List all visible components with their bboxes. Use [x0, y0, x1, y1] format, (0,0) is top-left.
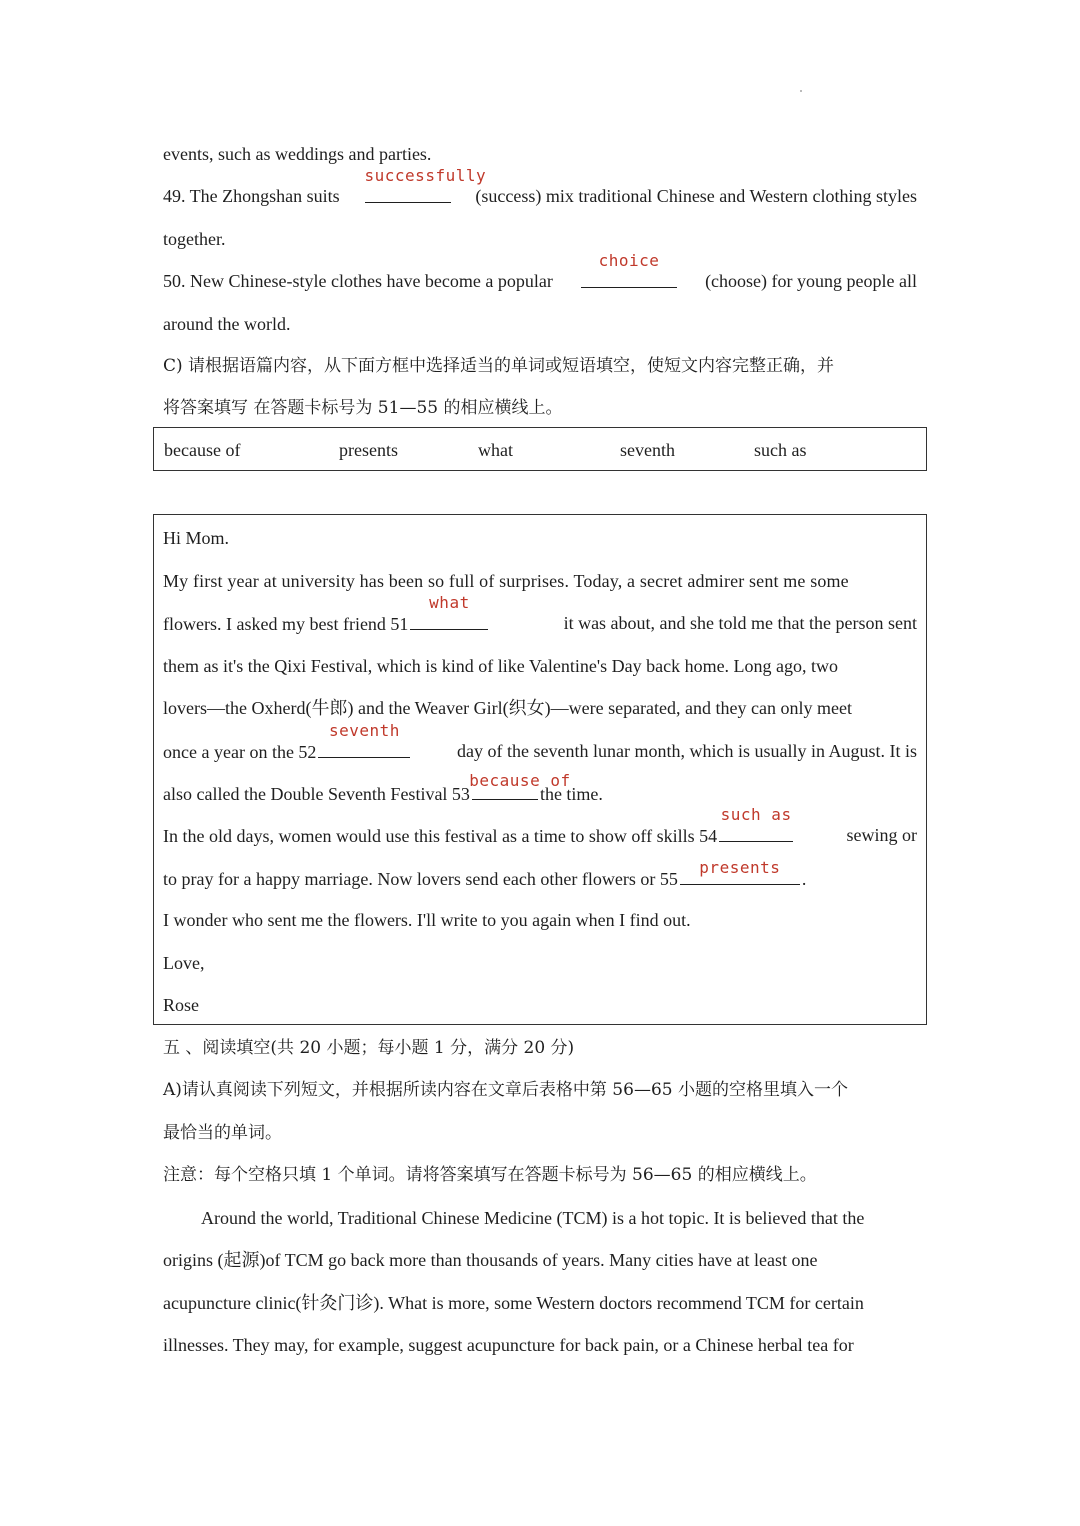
answer-blank-50[interactable] — [581, 251, 677, 288]
question-text: (success) mix traditional Chinese and Western clothing styles — [475, 186, 917, 206]
answer-blank-51[interactable] — [410, 593, 488, 630]
handwritten-answer-50: choice — [598, 251, 660, 270]
question-text: 50. New Chinese-style clothes have become a popular — [163, 271, 553, 291]
passage-text: illnesses. They may, for example, suggest acupuncture for back pain, or a Chinese herbal tea for — [163, 1335, 854, 1355]
section-c-instructions: C) 请根据语篇内容，从下面方框中选择适当的单词或短语填空，使短文内容完整正确，并 — [163, 356, 835, 376]
handwritten-answer-51: what — [429, 593, 470, 612]
answer-blank-52[interactable] — [318, 721, 410, 758]
question-text: 49. The Zhongshan suits — [163, 186, 340, 206]
letter-text: flowers. I asked my best friend 51 what — [163, 611, 490, 636]
question-50 — [163, 251, 917, 293]
passage-text: acupuncture clinic(针灸门诊). What is more, some Western doctors recommend TCM for certain — [163, 1293, 864, 1313]
passage-line — [163, 1248, 917, 1272]
letter-line: also called the Double Seventh Festival 53 because of the time. — [163, 771, 603, 804]
letter-line — [163, 569, 917, 593]
word-bank-item: seventh — [620, 440, 675, 460]
letter-line — [163, 593, 917, 636]
word-bank-box — [153, 427, 927, 471]
passage-line — [163, 1291, 917, 1315]
letter-text: My first year at university has been so full of surprises. Today, a secret admirer sent me some — [163, 571, 849, 591]
letter-closing: Love, — [163, 953, 205, 973]
letter-text: it was about, and she told me that the person sent — [563, 613, 917, 633]
letter-line — [163, 805, 917, 848]
letter-text: In the old days, women would use this festival as a time to show off skills 54 such as — [163, 805, 792, 846]
text-line: together. — [163, 229, 226, 249]
letter-text: once a year on the 52 seventh — [163, 739, 412, 764]
letter-text: day of the seventh lunar month, which is usually in August. It is — [457, 741, 917, 761]
handwritten-answer-49: successfully — [364, 166, 487, 185]
handwritten-answer-55: presents — [699, 858, 781, 877]
answer-blank-53[interactable] — [469, 771, 571, 800]
letter-line — [163, 696, 917, 720]
question-49 — [163, 166, 917, 208]
letter-text: sewing or — [846, 825, 917, 845]
letter-line — [163, 721, 917, 764]
letter-text: lovers—the Oxherd(牛郎) and the Weaver Girl(织女)—were separated, and they can only meet — [163, 698, 852, 718]
word-bank-item: what — [478, 440, 513, 460]
letter-greeting: Hi Mom. — [163, 528, 230, 548]
section-5-note: 注意：每个空格只填 1 个单词。请将答案填写在答题卡标号为 56—65 的相应横线上。 — [163, 1165, 817, 1185]
letter-text: them as it's the Qixi Festival, which is kind of like Valentine's Day back home. Long ago, two — [163, 656, 839, 676]
section-5-instructions: 最恰当的单词。 — [163, 1123, 282, 1143]
handwritten-answer-52: seventh — [328, 721, 400, 740]
text-line: events, such as weddings and parties. — [163, 144, 432, 164]
word-bank-item: because of — [164, 440, 241, 460]
passage-line — [201, 1206, 917, 1230]
section-c-instructions: 将答案填写 在答题卡标号为 51—55 的相应横线上。 — [163, 398, 563, 418]
scan-speck — [800, 90, 802, 92]
letter-line: I wonder who sent me the flowers. I'll write to you again when I find out. — [163, 910, 691, 930]
word-bank-item: such as — [754, 440, 807, 460]
section-5-title: 五 、阅读填空(共 20 小题；每小题 1 分，满分 20 分) — [163, 1038, 575, 1058]
passage-text: origins (起源)of TCM go back more than thousands of years. Many cities have at least one — [163, 1250, 818, 1270]
question-text: (choose) for young people all — [705, 271, 917, 291]
passage-line — [163, 1333, 917, 1357]
section-5-instructions: A)请认真阅读下列短文，并根据所读内容在文章后表格中第 56—65 小题的空格里填入一个 — [163, 1080, 848, 1100]
passage-text: Around the world, Traditional Chinese Medicine (TCM) is a hot topic. It is believed that the — [201, 1208, 865, 1228]
word-bank-item: presents — [339, 440, 398, 460]
letter-line — [163, 654, 917, 678]
text-line: around the world. — [163, 314, 291, 334]
answer-blank-55[interactable] — [680, 858, 800, 885]
letter-signature: Rose — [163, 995, 199, 1015]
letter-line: to pray for a happy marriage. Now lovers send each other flowers or 55 presents . — [163, 858, 807, 889]
handwritten-answer-54: such as — [720, 805, 792, 824]
handwritten-answer-53: because of — [469, 771, 571, 790]
answer-blank-54[interactable] — [719, 805, 793, 842]
answer-blank-49[interactable] — [364, 166, 487, 203]
